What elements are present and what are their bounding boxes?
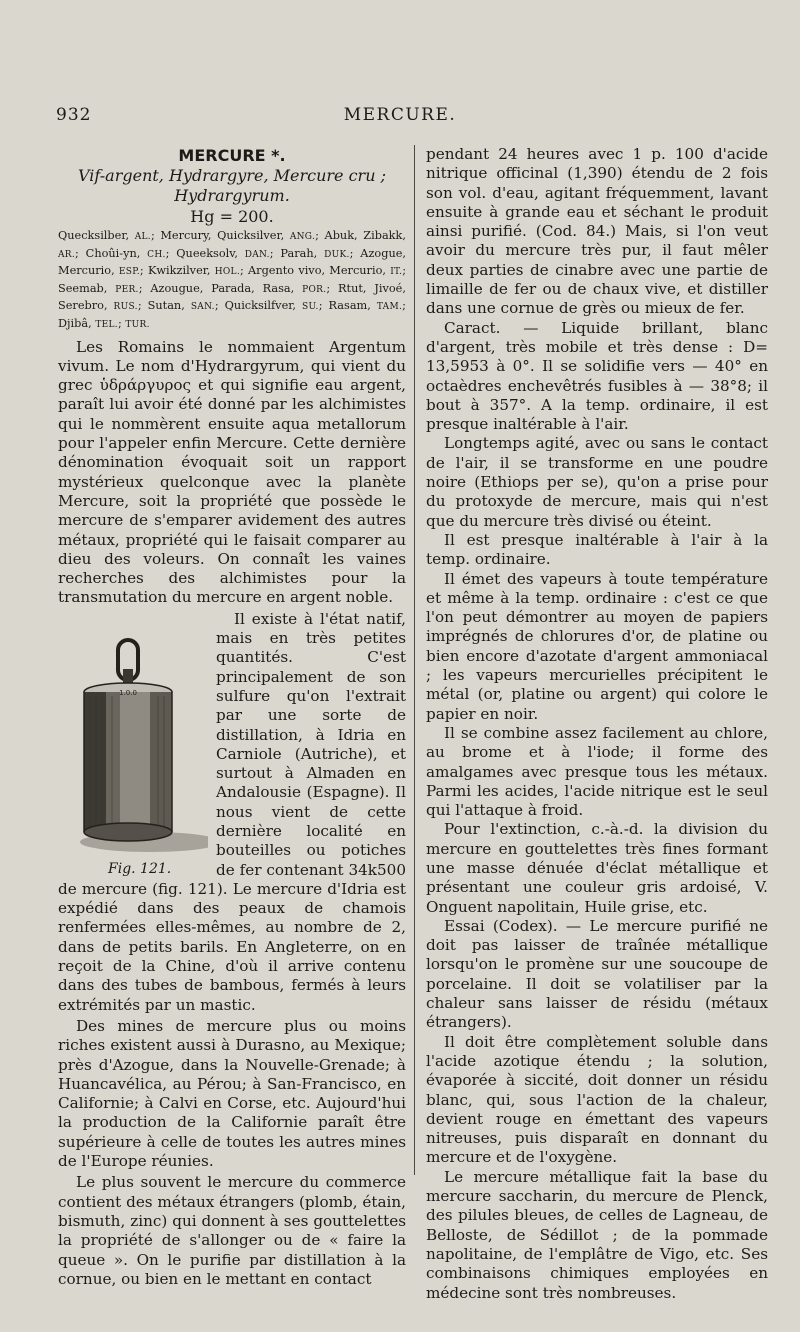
language-abbrev: TUR.	[125, 319, 150, 330]
language-abbrev: AR.	[58, 249, 76, 260]
foreign-name: Seemab	[58, 281, 104, 295]
paragraph-purification: Le plus souvent le mercure du commerce contient des métaux étrangers (plomb, étain, bismuth, zinc) qui donnent à ses gouttelettes la propriété de s'allonger ou de « faire la queue ». On le purifie par distillation à la cornue, ou bien en le mettant en contact	[58, 1173, 406, 1288]
language-abbrev: ANG.	[289, 232, 316, 242]
paragraph-vapours: Il émet des vapeurs à toute température et même à la temp. ordinaire : c'est ce que l'on peut démontrer au moyen de papiers imprégnés de chlorures d'or, de platine ou bien encore d'azotate d'argent ammoniacal ; les vapeurs mercurielles précipitent le métal (or, platine ou argent) qui colore le papier en noir.	[426, 569, 768, 723]
foreign-name: Mercury, Quicksilver	[160, 229, 281, 242]
article-title: MERCURE *.	[178, 146, 286, 165]
page-number: 932	[56, 105, 92, 125]
chemical-formula: Hg = 200.	[190, 207, 274, 226]
foreign-name: Azogue, Mercurio	[58, 246, 406, 278]
figure-121	[58, 614, 208, 877]
left-column	[58, 145, 406, 1289]
right-column	[426, 145, 768, 1303]
language-abbrev: PER.	[115, 284, 139, 295]
foreign-name: Queeksolv	[176, 246, 235, 260]
iron-bottle-illustration	[58, 614, 208, 864]
paragraph-purification-cont: pendant 24 heures avec 1 p. 100 d'acide nitrique officinal (1,390) étendu de 2 fois son vol. d'eau, agitant fréquemment, lavant ensuite à grande eau et séchant le produit ainsi purifié. (Cod. 84.) Mais, si l'on veut avoir du mercure très pur, il faut mêler deux parties de cinabre avec une partie de limaille de fer ou de chaux vive, et distiller dans une cornue de grès ou mieux de fer.	[426, 145, 768, 318]
language-abbrev: CH.	[147, 249, 166, 260]
paragraph-extinction: Pour l'extinction, c.-à.-d. la division du mercure en gouttelettes très fines formant une masse dénuée d'éclat métallique et présentant une couleur gris ardoisé, V. Onguent napolitain, Huile grise, etc.	[426, 820, 768, 916]
foreign-name: Azougue, Parada, Rasa	[150, 281, 291, 295]
foreign-name: Rasam	[328, 299, 368, 313]
running-title: MERCURE.	[343, 105, 457, 125]
language-abbrev: SU.	[302, 302, 319, 313]
language-abbrev: SAN.	[190, 302, 215, 313]
article-synonyms-line2: Hydrargyrum.	[174, 186, 290, 205]
foreign-name: Sutan	[147, 299, 182, 313]
language-abbrev: TEL.	[95, 319, 118, 330]
foreign-name: Quecksilber	[58, 229, 126, 242]
paragraph-assay: Essai (Codex). — Le mercure purifié ne doit pas laisser de traînée métallique lorsqu'on le promène sur une soucoupe de porcelaine. Il doit se volatiliser par la chaleur sans laisser de résidu (métaux étrangers).	[426, 916, 768, 1032]
language-abbrev: DAN.	[244, 249, 270, 260]
foreign-name: Parah	[280, 246, 314, 260]
paragraph-origin: Il existe à l'état natif, mais en très petites quantités. C'est principalement de son sulfure qu'on l'extrait par une sorte de distillation, à Idria en Carniole (Autriche), et surtout à Almaden en Andalousie (Espagne). Il nous vient de cette dernière localité en bouteilles ou potiches de fer contenant 34k500 de mercure (fig. 121). Le mercure d'Idria est expédié dans des peaux de chamois renfermées elles-mêmes, au nombre de 2, dans de petits barils. En Angleterre, on en reçoit de la Chine, d'où il arrive contenu dans des tubes de bambous, fermés à leurs extrémités par un mastic.	[58, 609, 406, 1014]
paragraph-combination: Il se combine assez facilement au chlore, au brome et à l'iode; il forme des amalgames avec presque tous les métaux. Parmi les acides, l'acide nitrique est le seul qui l'attaque à froid.	[426, 723, 768, 820]
language-abbrev: AL.	[134, 232, 151, 242]
foreign-name: Argento vivo, Mercurio	[248, 264, 383, 278]
foreign-name: Rtut, Jivoé, Serebro	[58, 281, 406, 313]
language-abbrev: RUS.	[113, 302, 138, 313]
language-abbrev: DUK.	[324, 249, 350, 260]
paragraph-mines: Des mines de mercure plus ou moins riches existent aussi à Durasno, au Mexique; près d'Azogue, dans la Nouvelle-Grenade; à Huancavélica, au Pérou; à San-Francisco, en Californie; à Calvi en Corse, etc. Aujourd'hui la production de la Californie paraît être supérieure à celle de toutes les autres mines de l'Europe réunies.	[58, 1016, 406, 1171]
foreign-name: Djibâ	[58, 316, 89, 330]
foreign-name: Choûi-yn	[85, 246, 137, 260]
language-abbrev: ESP.	[118, 267, 140, 278]
paragraph-agitation: Longtemps agité, avec ou sans le contact de l'air, il se transforme en une poudre noire (Ethiops per se), qu'on a prise pour du protoxyde de mercure, mais qui n'est que du mercure très divisé ou éteint.	[426, 434, 768, 530]
bottle-stamp: 1.0.0	[119, 688, 137, 697]
paragraph-solubility: Il doit être complètement soluble dans l'acide azotique étendu ; la solution, évaporée à siccité, doit donner un résidu blanc, qui, sous l'action de la chaleur, devient rouge en émettant des vapeurs nitreuses, puis disparaît en donnant du mercure et de l'oxygène.	[426, 1032, 768, 1167]
language-abbrev: HOL.	[214, 267, 240, 278]
foreign-name: Kwikzilver	[147, 264, 207, 278]
article-synonyms-line1: Vif-argent, Hydrargyre, Mercure cru ;	[78, 166, 386, 185]
column-divider	[414, 145, 415, 1175]
language-abbrev: IT.	[390, 267, 403, 278]
language-abbrev: POR.	[302, 284, 327, 295]
figure-caption: Fig. 121.	[108, 860, 172, 877]
foreign-names-list: Quecksilber, AL.; Mercury, Quicksilver, ANG.; Abuk, Zibakk, AR.; Choûi-yn, CH.; Queeksolv, DAN.; Parah, DUK.; Azogue, Mercurio, ESP.; Kwikzilver, HOL.; Argento vivo, Mercurio, IT.; Seemab, PER.; Azougue, Parada, Rasa, POR.; Rtut, Jivoé, Serebro, RUS.; Sutan, SAN.; Quicksilfver, SU.; Rasam, TAM.; Djibâ, TEL.; TUR.	[58, 229, 406, 330]
foreign-name: Quicksilfver	[224, 299, 293, 313]
paragraph-etymology: Les Romains le nommaient Argentum vivum. Le nom d'Hydrargyrum, qui vient du grec ὑδράργυρος et qui signifie eau argent, paraît lui avoir été donné par les alchimistes qui le nommèrent ensuite aqua metallorum pour l'appeler enfin Mercure. Cette dernière dénomination évoquait soit un rapport mystérieux quelconque avec la planète Mercure, soit la propriété que possède le mercure de s'emparer avidement des autres métaux, propriété qui le faisait comparer au dieu des voleurs. On connaît les vaines recherches des alchimistes pour la transmutation du mercure en argent noble.	[58, 337, 406, 607]
foreign-name: Abuk, Zibakk	[324, 229, 403, 242]
paragraph-inalterable: Il est presque inaltérable à l'air à la temp. ordinaire.	[426, 530, 768, 569]
paragraph-characteristics: Caract. — Liquide brillant, blanc d'argent, très mobile et très dense : D= 13,5953 à 0°. Il se solidifie vers — 40° en octaèdres enchevêtrés fusibles à — 38°8; il bout à 357°. A la temp. ordinaire, il est presque inaltérable à l'air.	[426, 318, 768, 434]
language-abbrev: TAM.	[376, 302, 403, 313]
paragraph-uses: Le mercure métallique fait la base du mercure saccharin, du mercure de Plenck, des pilules bleues, de celles de Lagneau, de Belloste, de Sédillot ; de la pommade napolitaine, de l'emplâtre de Vigo, etc. Ses combinaisons chimiques employées en médecine sont très nombreuses.	[426, 1167, 768, 1302]
page-header	[0, 105, 800, 129]
